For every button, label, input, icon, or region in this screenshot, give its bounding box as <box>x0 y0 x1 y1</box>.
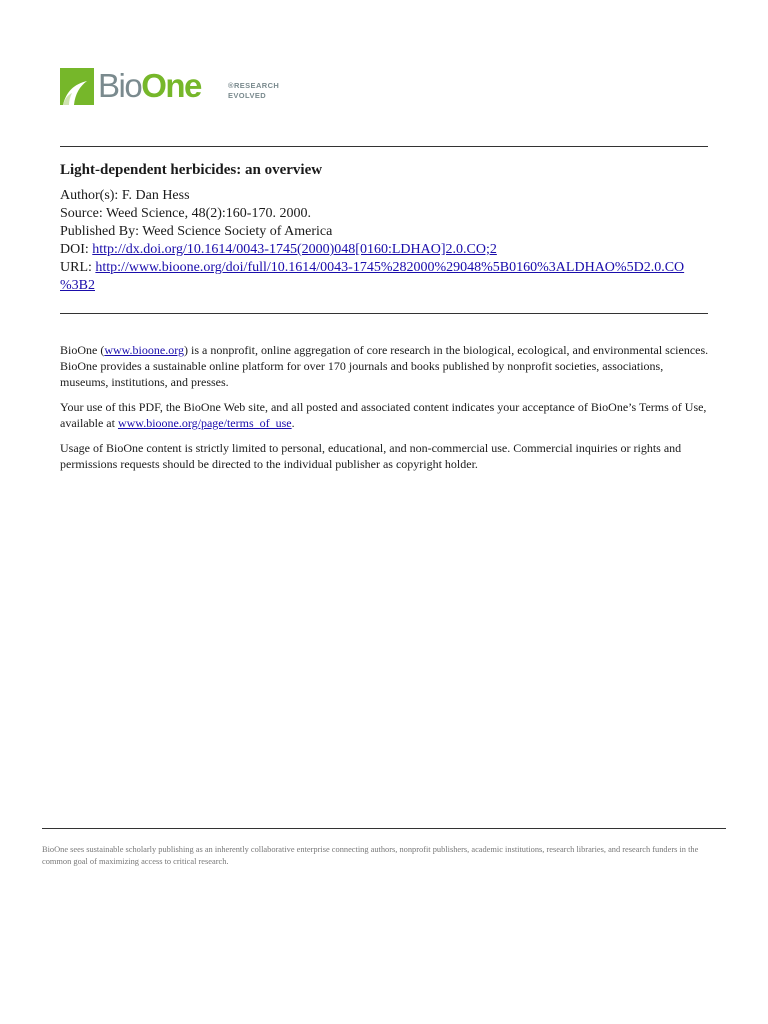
metadata-divider <box>60 313 708 314</box>
url-link-continued[interactable]: %3B2 <box>60 278 95 293</box>
tagline-registered: ® <box>228 81 234 90</box>
notice-paragraph-terms <box>60 399 710 431</box>
footer-divider <box>42 828 726 829</box>
doi-link[interactable]: http://dx.doi.org/10.1614/0043-1745(2000)048[0160:LDHAO]2.0.CO;2 <box>92 242 497 257</box>
article-metadata <box>60 187 710 295</box>
publisher-label: Published By: <box>60 224 143 239</box>
publisher-value: Weed Science Society of America <box>142 224 333 239</box>
source-label: Source: <box>60 206 107 221</box>
bioone-leaf-icon <box>60 68 94 105</box>
authors-line <box>60 187 710 205</box>
source-value: Weed Science, 48(2):160-170. 2000. <box>106 206 311 221</box>
article-title: Light-dependent herbicides: an overview <box>60 162 323 178</box>
url-link[interactable]: http://www.bioone.org/doi/full/10.1614/0043-1745%282000%29048%5B0160%3ALDHAO%5D2.0.CO <box>95 260 685 275</box>
terms-suffix: . <box>291 416 295 430</box>
authors-value: F. Dan Hess <box>121 188 190 203</box>
tagline-line1: RESEARCH <box>233 81 280 90</box>
url-line <box>60 259 710 277</box>
terms-prefix: Your use of this PDF, the BioOne Web site, and all posted and associated content indicates your acceptance of BioOne’s Terms of Use, available at <box>60 400 707 430</box>
notice-paragraph-about <box>60 342 710 390</box>
notice-paragraph-usage: Usage of BioOne content is strictly limited to personal, educational, and non-commercial use. Commercial inquiries or rights and permissions requests should be directed to the individual publisher as copyright holder. <box>60 441 682 471</box>
terms-of-use-link[interactable]: www.bioone.org/page/terms_of_use <box>117 416 292 430</box>
header-divider <box>60 146 708 147</box>
bioone-notice <box>60 342 710 481</box>
wordmark-one: One <box>141 67 201 104</box>
about-prefix: BioOne ( <box>60 343 105 357</box>
publisher-line <box>60 223 710 241</box>
bioone-logo[interactable] <box>60 68 290 108</box>
bioone-wordmark <box>98 66 201 106</box>
authors-label: Author(s): <box>60 188 122 203</box>
tagline-line2: EVOLVED <box>228 91 267 100</box>
wordmark-bio: Bio <box>98 67 142 104</box>
doi-line <box>60 241 710 259</box>
about-suffix: ) is a nonprofit, online aggregation of core research in the biological, ecological, and environmental sciences. BioOne provides a sustainable online platform for over 170 journals and books published by nonprofit societies, associations, museums, institutions, and presses. <box>60 343 709 389</box>
logo-tagline <box>228 81 279 101</box>
footer-mission-statement: BioOne sees sustainable scholarly publishing as an inherently collaborative enterprise connecting authors, nonprofit publishers, academic institutions, research libraries, and research funders in the common goal of maximizing access to critical research. <box>42 845 699 866</box>
url-line-continued <box>60 277 710 295</box>
url-label: URL: <box>60 260 96 275</box>
doi-label: DOI: <box>60 242 93 257</box>
source-line <box>60 205 710 223</box>
bioone-home-link[interactable]: www.bioone.org <box>104 343 184 357</box>
